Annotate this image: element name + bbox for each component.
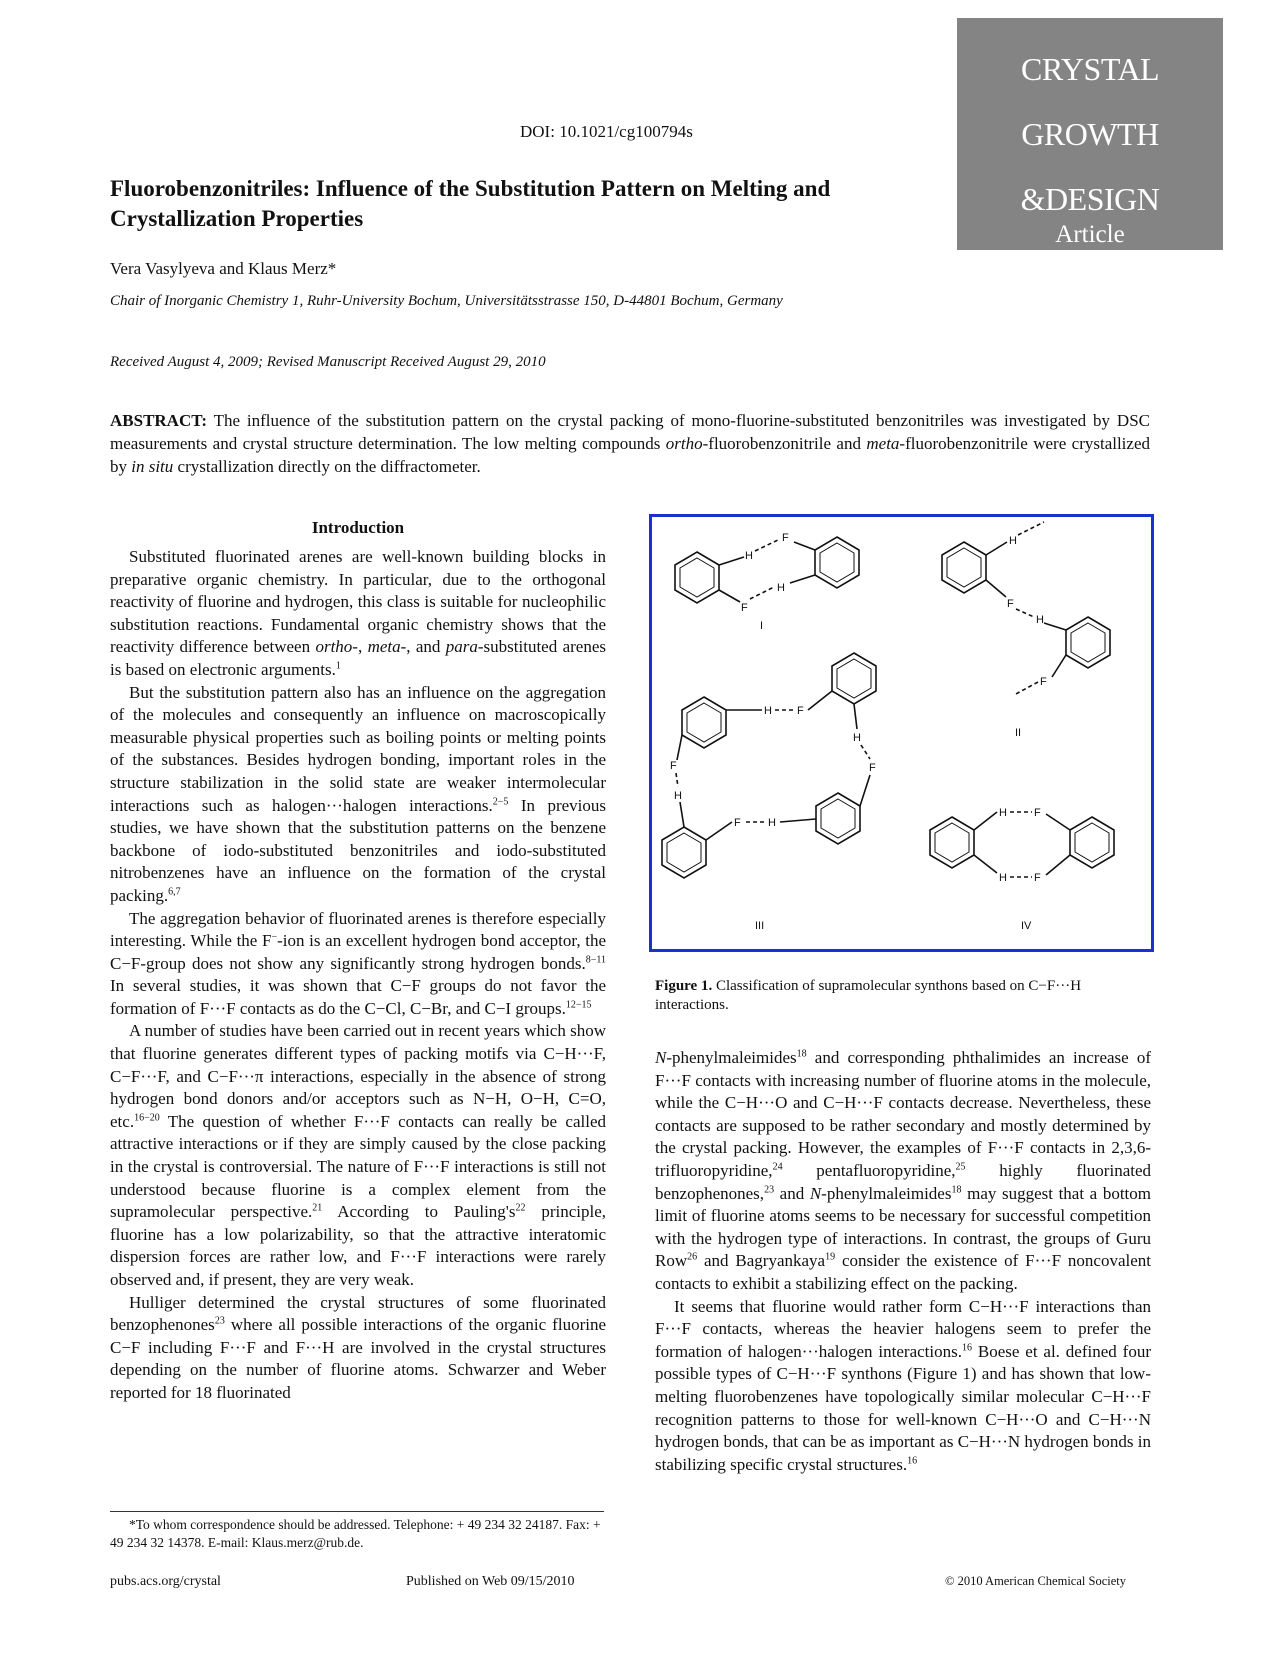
footnote-divider: [110, 1511, 604, 1512]
abstract-label: ABSTRACT:: [110, 411, 207, 430]
right-column-text: N-phenylmaleimides$^{18}$ and corresponding phthalimides an increase of F···F contacts with increasing number of fluorine atoms in the molecule, while the C−H···O and C−H···F contacts decrease. Nevertheless, these contacts are supposed to be rather secondary and mostly determined by the crystal packing. However, the examples of F···F contacts in 2,3,6-trifluoropyridine,$^{24}$ pentafluoropyridine,$^{25}$ highly fluorinated benzophenones,$^{23}$ and N-phenylmaleimides$^{18}$ may suggest that a bottom limit of fluorine atoms seems to be necessary for successful competition with the hydrogen type of interactions. In contrast, the groups of Guru Row$^{26}$ and Bagryankaya$^{19}$ consider the existence of F···F noncovalent contacts to exhibit a stabilizing effect on the packing. It seems that fluorine would rather form C−H···F interactions than F···F contacts, whereas the heavier halogens seem to prefer the formation of halogen···halogen interactions.$^{16}$ Boese et al. defined four possible types of C−H···F synthons (Figure 1) and has shown that low-melting fluorobenzenes have topologically similar molecular C−H···F recognition patterns to those for well-known C−H···O and C−H···N hydrogen bonds, that can be as important as C−H···N hydrogen bonds in stabilizing specific crystal structures.$^{16}$: [655, 1048, 1152, 1474]
svg-text:F: F: [1034, 872, 1041, 884]
correspondence-footnote: *To whom correspondence should be addressed. Telephone: + 49 234 32 24187. Fax: + 49 234 32 14378. E-mail: Klaus.merz@rub.de.: [110, 1517, 601, 1550]
pages: 4250–4255: [1042, 300, 1138, 324]
figure-caption: Figure 1. Classification of supramolecular synthons based on C−F···H interactions.: [655, 978, 1082, 1013]
svg-text:F: F: [741, 602, 748, 614]
label-synthon-iv: IV: [1021, 920, 1032, 932]
doi: DOI: 10.1021/cg100794s: [520, 122, 693, 141]
journal-logo-box: [957, 18, 1223, 324]
svg-text:H: H: [674, 790, 682, 802]
svg-text:F: F: [1034, 807, 1041, 819]
svg-text:F: F: [869, 762, 876, 774]
synthon-ii: [942, 522, 1110, 739]
journal-title-line3: &DESIGN: [1020, 181, 1160, 217]
article-type: Article: [1055, 221, 1125, 248]
footer-published: Published on Web 09/15/2010: [406, 1574, 575, 1589]
footer-copyright: © 2010 American Chemical Society: [945, 1574, 1126, 1588]
abstract: ABSTRACT: The influence of the substitution pattern on the crystal packing of mono-fluorine-substituted benzonitriles was investigated by DSC measurements and crystal structure determination. The low melting compounds ortho-fluorobenzonitrile and meta-fluorobenzonitrile were crystallized by in situ crystallization directly on the diffractometer.: [110, 411, 1150, 476]
synthon-iii: [662, 653, 876, 932]
svg-text:H: H: [764, 705, 772, 717]
left-column-text: Substituted fluorinated arenes are well-known building blocks in preparative organic chemistry. In particular, due to the orthogonal reactivity of fluorine and hydrogen, this class is suitable for nucleophilic substitution reactions. Fundamental organic chemistry shows that the reactivity difference between ortho-, meta-, and para-substituted arenes is based on electronic arguments.$^1$ But the substitution pattern also has an influence on the aggregation of the molecules and consequently an influence on macroscopically measurable physical properties such as boiling points or melting points of the substances. Besides hydrogen bonding, important roles in the structure stabilization in the solid state are weaker intermolecular interactions such as halogen···halogen interactions.$^{2-5}$ In previous studies, we have shown that the substitution patterns on the benzene backbone of iodo-substituted benzonitriles and iodo-substituted nitrobenzenes have an influence on the formation of the crystal packing.$^{6,7}$ The aggregation behavior of fluorinated arenes is therefore especially interesting. While the F−-ion is an excellent hydrogen bond acceptor, the C−F-group does not show any significantly strong hydrogen bonds.$^{8-11}$ In several studies, it was shown that C−F groups do not favor the formation of F···F contacts as do the C−Cl, C−Br, and C−I groups.$^{12-15}$ A number of studies have been carried out in recent years which show that fluorine generates different types of packing motifs via C−H···F, C−F···F, and C−F···π interactions, especially in the absence of strong hydrogen bond donors and/or acceptors such as N−H, O−H, C=O, etc.$^{16-20}$ The question of whether F···F contacts can really be called attractive interactions or if they are simply caused by the close packing in the crystal is controversial. The nature of F···F interactions is still not understood because fluorine is a complex element from the supramolecular perspective.$^{21}$ According to $Pauling's^{22}$ principle, fluorine has a low polarizability, so that the attractive interatomic dispersion forces are rather low, and F···F interactions were rarely observed and, if present, they are very weak. Hulliger determined the crystal structures of some fluorinated benzophenones$^{23}$ where all possible interactions of the organic fluorine C−F including F···F and F···H are involved in the crystal structures depending on the number of fluorine atoms. Schwarzer and Weber reported for 18 fluorinated: [110, 547, 606, 1402]
svg-text:F: F: [1007, 598, 1014, 610]
figure-label: Figure 1.: [655, 978, 713, 994]
svg-text:F: F: [670, 760, 677, 772]
journal-title-line2: GROWTH: [1021, 116, 1159, 152]
figure-1: [649, 514, 1154, 952]
volume: 2010, Vol. 10: [1033, 262, 1147, 286]
footer-url: pubs.acs.org/crystal: [110, 1574, 221, 1589]
synthon-i: [675, 532, 859, 632]
authors: Vera Vasylyeva and Klaus Merz*: [110, 259, 337, 278]
svg-text:H: H: [853, 732, 861, 744]
synthon-iv: [930, 807, 1114, 932]
journal-title-line1: CRYSTAL: [1021, 51, 1159, 87]
svg-text:F: F: [797, 705, 804, 717]
article-title: Fluorobenzonitriles: Influence of the Substitution Pattern on Melting and Crystallization Properties: [110, 176, 831, 231]
svg-text:H: H: [1009, 535, 1017, 547]
svg-text:H: H: [745, 550, 753, 562]
received-dates: Received August 4, 2009; Revised Manuscript Received August 29, 2010: [110, 354, 546, 370]
label-synthon-ii: II: [1015, 727, 1022, 739]
svg-text:H: H: [1036, 614, 1044, 626]
affiliation: Chair of Inorganic Chemistry 1, Ruhr-University Bochum, Universitätsstrasse 150, D-44801 Bochum, Germany: [110, 293, 783, 309]
svg-text:H: H: [999, 807, 1007, 819]
svg-text:F: F: [782, 532, 789, 544]
svg-text:F: F: [1040, 676, 1047, 688]
label-synthon-iii: III: [755, 920, 765, 932]
svg-text:F: F: [734, 817, 741, 829]
synthon-diagram: [652, 517, 1151, 949]
svg-text:H: H: [777, 582, 785, 594]
label-synthon-i: I: [760, 620, 764, 632]
svg-text:H: H: [768, 817, 776, 829]
introduction-heading: Introduction: [311, 518, 405, 537]
svg-text:H: H: [999, 872, 1007, 884]
